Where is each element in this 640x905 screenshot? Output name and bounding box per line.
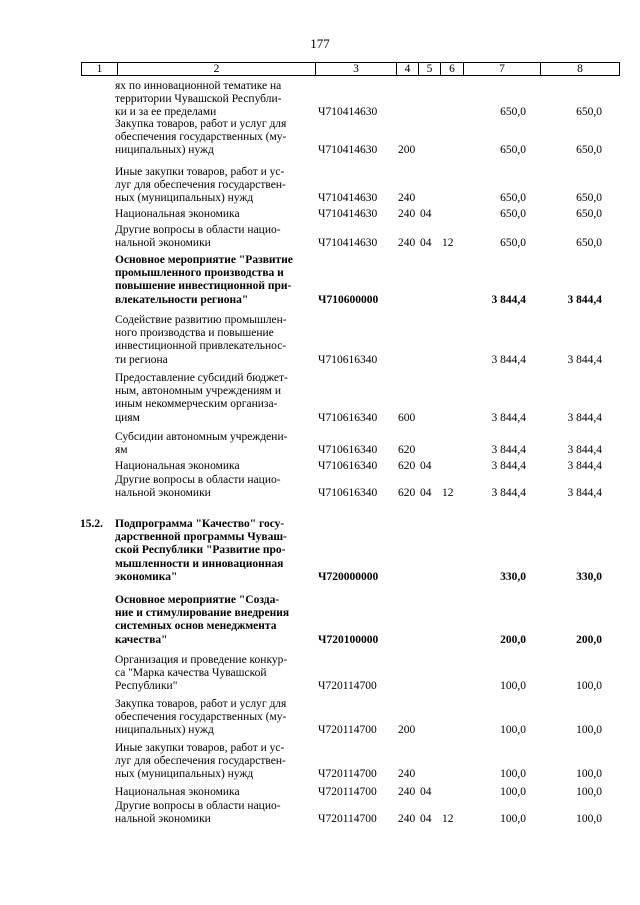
amount-col7: 100,0 xyxy=(500,785,526,798)
amount-col7: 100,0 xyxy=(500,680,526,693)
amount-col8: 3 844,4 xyxy=(567,487,602,500)
table-row xyxy=(0,786,640,799)
target-code: Ч720114700 xyxy=(318,785,377,798)
table-row xyxy=(0,474,640,500)
col-header-7: 7 xyxy=(464,63,541,75)
amount-col8: 3 844,4 xyxy=(567,444,602,457)
col-header-4: 4 xyxy=(397,63,419,75)
page-number: 177 xyxy=(310,36,330,51)
row-name-line: качества" xyxy=(115,633,168,646)
subsection: 12 xyxy=(442,237,454,250)
table-row xyxy=(0,742,640,782)
subsection: 12 xyxy=(442,813,454,826)
table-row xyxy=(0,372,640,425)
row-name-line: мышленности и инновационная xyxy=(115,557,284,570)
amount-col7: 3 844,4 xyxy=(491,487,526,500)
row-name-line: инвестиционной привлекательнос- xyxy=(115,340,287,353)
row-name-line: циям xyxy=(115,411,140,424)
amount-col8: 650,0 xyxy=(576,192,602,205)
row-name-line: дарственной программы Чуваш- xyxy=(115,531,287,544)
target-code: Ч710616340 xyxy=(318,353,378,366)
row-name-line: промышленного производства и xyxy=(115,267,284,280)
expense-type: 240 xyxy=(398,768,416,781)
expense-type: 620 xyxy=(398,459,416,472)
row-name-line: территории Чувашской Республи- xyxy=(115,93,282,106)
section: 04 xyxy=(420,785,432,798)
amount-col7: 3 844,4 xyxy=(491,459,526,472)
row-name-line: Подпрограмма "Качество" госу- xyxy=(115,518,285,530)
row-name-line: обеспечения государственных (му- xyxy=(115,711,287,724)
table-row xyxy=(0,698,640,738)
row-name xyxy=(115,654,312,694)
amount-col7: 3 844,4 xyxy=(491,353,526,366)
amount-col8: 330,0 xyxy=(576,570,602,583)
expense-type: 240 xyxy=(398,207,416,220)
col-header-1: 1 xyxy=(82,63,118,75)
amount-col8: 100,0 xyxy=(576,785,602,798)
target-code: Ч710414630 xyxy=(318,207,378,220)
row-number: 15.2. xyxy=(80,518,103,530)
row-name-line: системных основ менеджмента xyxy=(115,620,277,633)
target-code: Ч720100000 xyxy=(318,633,379,646)
target-code: Ч720114700 xyxy=(318,680,377,693)
row-name xyxy=(115,698,312,738)
amount-col7: 650,0 xyxy=(500,207,526,220)
col-header-8: 8 xyxy=(577,63,583,75)
row-name xyxy=(115,594,312,647)
section: 04 xyxy=(420,459,432,472)
subsection: 12 xyxy=(442,487,454,500)
expense-type: 620 xyxy=(398,487,416,500)
row-name xyxy=(115,166,312,206)
expense-type: 620 xyxy=(398,444,416,457)
amount-col7: 100,0 xyxy=(500,813,526,826)
row-name xyxy=(115,800,312,826)
col-header-3: 3 xyxy=(316,63,397,75)
target-code: Ч720000000 xyxy=(318,570,379,583)
row-name xyxy=(115,742,312,782)
amount-col8: 650,0 xyxy=(576,237,602,250)
row-name-line: Основное мероприятие "Созда- xyxy=(115,594,280,606)
amount-col7: 650,0 xyxy=(500,105,526,118)
table-row xyxy=(0,224,640,250)
amount-col7: 200,0 xyxy=(500,633,526,646)
row-name xyxy=(115,518,312,584)
row-name-line: ние и стимулирование внедрения xyxy=(115,607,290,620)
target-code: Ч720114700 xyxy=(318,768,377,781)
amount-col7: 100,0 xyxy=(500,724,526,737)
target-code: Ч710414630 xyxy=(318,192,378,205)
amount-col7: 3 844,4 xyxy=(491,444,526,457)
row-name-line: са "Марка качества Чувашской xyxy=(115,667,267,680)
row-name-line: Республики" xyxy=(115,680,178,693)
target-code: Ч710616340 xyxy=(318,459,378,472)
row-name xyxy=(115,372,312,425)
target-code: Ч710616340 xyxy=(318,444,378,457)
target-code: Ч720114700 xyxy=(318,724,377,737)
row-name-line: Основное мероприятие "Развитие xyxy=(115,254,293,266)
row-name-line: Национальная экономика xyxy=(115,786,240,798)
section: 04 xyxy=(420,237,432,250)
section: 04 xyxy=(420,487,432,500)
row-name xyxy=(115,460,312,473)
expense-type: 200 xyxy=(398,724,416,737)
row-name-line: нальной экономики xyxy=(115,487,211,500)
row-name xyxy=(115,786,312,799)
table-row xyxy=(0,314,640,367)
row-name-line: ях по инновационной тематике на xyxy=(115,80,282,92)
expense-type: 240 xyxy=(398,237,416,250)
table-row xyxy=(0,800,640,826)
expense-type: 600 xyxy=(398,411,416,424)
row-name xyxy=(115,474,312,500)
row-name-line: иным некоммерческим организа- xyxy=(115,398,278,411)
expense-type: 240 xyxy=(398,192,416,205)
target-code: Ч710616340 xyxy=(318,411,378,424)
row-name-line: Другие вопросы в области нацио- xyxy=(115,224,281,236)
row-name-line: ных (муниципальных) нужд xyxy=(115,192,254,205)
amount-col8: 100,0 xyxy=(576,680,602,693)
table-row xyxy=(0,518,640,584)
amount-col8: 3 844,4 xyxy=(567,459,602,472)
row-name xyxy=(115,431,312,457)
row-name-line: нальной экономики xyxy=(115,813,211,826)
row-name-line: повышение инвестиционной при- xyxy=(115,280,292,293)
row-name xyxy=(115,208,312,221)
row-name-line: ям xyxy=(115,444,128,457)
row-name-line: экономика" xyxy=(115,570,178,583)
row-name-line: Предоставление субсидий бюджет- xyxy=(115,372,288,384)
table-row xyxy=(0,208,640,221)
row-name-line: Национальная экономика xyxy=(115,460,240,472)
row-name xyxy=(115,254,312,307)
row-name-line: ки и за ее пределами xyxy=(115,106,217,119)
col-header-2: 2 xyxy=(118,63,316,75)
target-code: Ч710414630 xyxy=(318,105,378,118)
amount-col8: 3 844,4 xyxy=(567,411,602,424)
row-name-line: ниципальных) нужд xyxy=(115,724,214,737)
row-name-line: Закупка товаров, работ и услуг для xyxy=(115,118,287,130)
amount-col8: 100,0 xyxy=(576,813,602,826)
amount-col7: 3 844,4 xyxy=(491,411,526,424)
row-name xyxy=(115,118,312,158)
row-name-line: обеспечения государственных (му- xyxy=(115,131,287,144)
table-row xyxy=(0,166,640,206)
row-name-line: ным, автономным учреждениям и xyxy=(115,385,281,398)
amount-col8: 100,0 xyxy=(576,768,602,781)
row-name-line: ного производства и повышение xyxy=(115,327,274,340)
table-row xyxy=(0,118,640,158)
amount-col8: 650,0 xyxy=(576,207,602,220)
expense-type: 200 xyxy=(398,144,416,157)
row-name-line: луг для обеспечения государствен- xyxy=(115,179,286,192)
row-name-line: Другие вопросы в области нацио- xyxy=(115,800,281,812)
table-row xyxy=(0,254,640,307)
amount-col7: 100,0 xyxy=(500,768,526,781)
row-name xyxy=(115,224,312,250)
row-name-line: Закупка товаров, работ и услуг для xyxy=(115,698,287,710)
amount-col7: 3 844,4 xyxy=(491,293,526,306)
amount-col7: 650,0 xyxy=(500,237,526,250)
target-code: Ч720114700 xyxy=(318,813,377,826)
amount-col8: 100,0 xyxy=(576,724,602,737)
row-name-line: ниципальных) нужд xyxy=(115,144,214,157)
section: 04 xyxy=(420,207,432,220)
expense-type: 240 xyxy=(398,813,416,826)
row-name-line: ных (муниципальных) нужд xyxy=(115,768,254,781)
row-name-line: Национальная экономика xyxy=(115,208,240,220)
row-name-line: Содействие развитию промышлен- xyxy=(115,314,287,326)
amount-col8: 200,0 xyxy=(576,633,602,646)
row-name xyxy=(115,314,312,367)
amount-col7: 650,0 xyxy=(500,144,526,157)
row-name-line: луг для обеспечения государствен- xyxy=(115,755,286,768)
row-name-line: нальной экономики xyxy=(115,237,211,250)
amount-col8: 650,0 xyxy=(576,105,602,118)
table-row xyxy=(0,654,640,694)
target-code: Ч710414630 xyxy=(318,237,378,250)
amount-col8: 3 844,4 xyxy=(567,353,602,366)
row-name-line: Организация и проведение конкур- xyxy=(115,654,288,666)
amount-col8: 650,0 xyxy=(576,144,602,157)
col-header-5: 5 xyxy=(419,63,441,75)
table-row xyxy=(0,460,640,473)
amount-col8: 3 844,4 xyxy=(567,293,602,306)
row-name-line: Субсидии автономным учреждени- xyxy=(115,431,288,443)
row-name-line: ти региона xyxy=(115,353,168,366)
col-header-6: 6 xyxy=(441,63,464,75)
target-code: Ч710600000 xyxy=(318,293,379,306)
amount-col7: 650,0 xyxy=(500,192,526,205)
target-code: Ч710414630 xyxy=(318,144,378,157)
table-row xyxy=(0,431,640,457)
row-name-line: Иные закупки товаров, работ и ус- xyxy=(115,166,285,178)
table-row xyxy=(0,594,640,647)
target-code: Ч710616340 xyxy=(318,487,378,500)
amount-col7: 330,0 xyxy=(500,570,526,583)
row-name-line: Другие вопросы в области нацио- xyxy=(115,474,281,486)
expense-type: 240 xyxy=(398,785,416,798)
section: 04 xyxy=(420,813,432,826)
row-name-line: Иные закупки товаров, работ и ус- xyxy=(115,742,285,754)
row-name-line: влекательности региона" xyxy=(115,293,249,306)
row-name-line: ской Республики "Развитие про- xyxy=(115,544,286,557)
